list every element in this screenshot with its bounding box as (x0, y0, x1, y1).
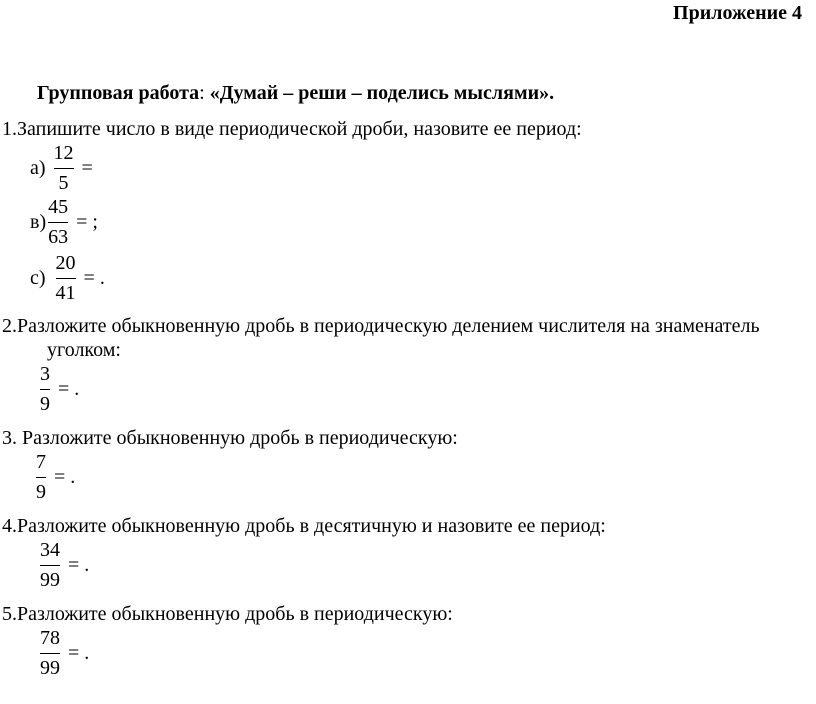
numerator: 12 (53, 142, 74, 164)
item-label: а) (30, 156, 46, 179)
page-title (37, 82, 554, 105)
item-label: с) (30, 266, 46, 289)
fraction (54, 141, 74, 195)
task3-fraction-group (36, 450, 75, 504)
task1-item-a (30, 141, 93, 195)
task4-text: 4.Разложите обыкновенную дробь в десятичную и назовите ее период: (2, 515, 606, 537)
numerator: 20 (55, 252, 76, 274)
task1-item-c (30, 251, 105, 305)
task1-item-b (30, 195, 98, 249)
fraction-bar (40, 389, 50, 390)
fraction (56, 251, 76, 305)
heading-bold: Групповая работа (37, 82, 200, 104)
task3-text: 3. Разложите обыкновенную дробь в периодическую: (2, 427, 458, 449)
fraction (40, 362, 50, 416)
fraction (40, 626, 60, 680)
fraction-tail: = (81, 156, 93, 179)
fraction-tail: = . (68, 641, 90, 664)
fraction (40, 538, 60, 592)
denominator: 5 (58, 172, 69, 194)
fraction-bar (36, 477, 46, 478)
denominator: 99 (40, 657, 60, 679)
numerator: 3 (40, 363, 50, 385)
fraction-bar (54, 168, 74, 169)
numerator: 34 (40, 539, 60, 561)
denominator: 41 (55, 282, 76, 304)
task5-fraction-group (40, 626, 89, 680)
denominator: 9 (36, 481, 46, 503)
fraction-tail: = . (68, 553, 90, 576)
fraction-bar (40, 653, 60, 654)
task2-text: 2.Разложите обыкновенную дробь в периодическую делением числителя на знаменатель (2, 315, 760, 337)
fraction-bar (40, 565, 60, 566)
task1-text: 1.Запишите число в виде периодической дроби, назовите ее период: (2, 118, 582, 140)
fraction (36, 450, 46, 504)
task4-fraction-group (40, 538, 89, 592)
fraction-tail: = ; (76, 210, 98, 233)
appendix-label: Приложение 4 (673, 2, 802, 24)
heading-colon: : (199, 82, 205, 104)
denominator: 9 (40, 393, 50, 415)
task2-fraction-group (40, 362, 79, 416)
denominator: 63 (48, 226, 69, 248)
fraction-bar (48, 222, 68, 223)
fraction-tail: = . (83, 266, 105, 289)
numerator: 45 (48, 196, 69, 218)
fraction-tail: = . (54, 465, 76, 488)
numerator: 7 (36, 451, 46, 473)
task2-text-cont: уголком: (47, 339, 121, 361)
fraction-bar (56, 278, 76, 279)
denominator: 99 (40, 569, 60, 591)
numerator: 78 (40, 627, 60, 649)
fraction (48, 195, 68, 249)
fraction-tail: = . (58, 377, 80, 400)
task5-text: 5.Разложите обыкновенную дробь в периодическую: (2, 603, 453, 625)
heading-title: «Думай – реши – поделись мыслями». (204, 82, 555, 104)
item-label: в) (30, 210, 47, 233)
